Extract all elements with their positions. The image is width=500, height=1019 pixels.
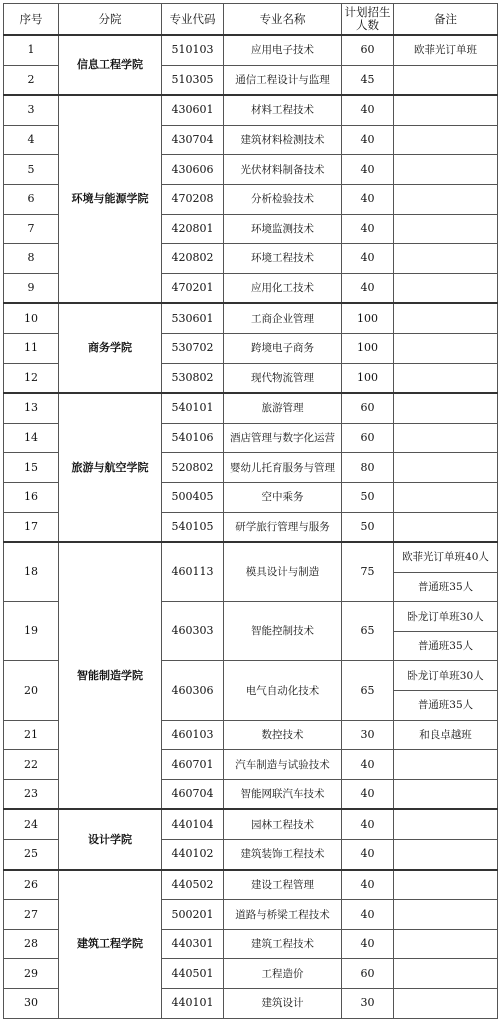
- code-cell: 460113: [162, 542, 224, 602]
- header-name: 专业名称: [224, 4, 342, 36]
- code-cell: 470201: [162, 273, 224, 303]
- index-cell: 13: [4, 393, 59, 423]
- index-cell: 17: [4, 512, 59, 542]
- remark-cell: [394, 273, 498, 303]
- quota-cell: 30: [342, 720, 394, 750]
- code-cell: 440501: [162, 959, 224, 989]
- quota-cell: 60: [342, 423, 394, 453]
- code-cell: 440102: [162, 840, 224, 870]
- quota-cell: 40: [342, 840, 394, 870]
- college-cell: 智能制造学院: [59, 542, 162, 809]
- major-name-cell: 智能网联汽车技术: [224, 779, 342, 809]
- code-cell: 460103: [162, 720, 224, 750]
- code-cell: 470208: [162, 184, 224, 214]
- remark-cell: [394, 214, 498, 244]
- remark-cell: [394, 244, 498, 274]
- major-name-cell: 跨境电子商务: [224, 333, 342, 363]
- remark-cell: [394, 453, 498, 483]
- major-name-cell: 建筑装饰工程技术: [224, 840, 342, 870]
- remark-cell: [394, 512, 498, 542]
- quota-cell: 40: [342, 125, 394, 155]
- code-cell: 510103: [162, 35, 224, 65]
- remark-cell: [394, 333, 498, 363]
- remark-cell: 普通班35人: [394, 631, 498, 661]
- major-name-cell: 工商企业管理: [224, 303, 342, 333]
- table-row: [4, 95, 498, 125]
- index-cell: 3: [4, 95, 59, 125]
- index-cell: 29: [4, 959, 59, 989]
- code-cell: 430704: [162, 125, 224, 155]
- index-cell: 23: [4, 779, 59, 809]
- major-name-cell: 建筑设计: [224, 989, 342, 1019]
- header-remark: 备注: [394, 4, 498, 36]
- code-cell: 440502: [162, 870, 224, 900]
- remark-cell: 普通班35人: [394, 691, 498, 721]
- quota-cell: 50: [342, 482, 394, 512]
- major-name-cell: 婴幼儿托育服务与管理: [224, 453, 342, 483]
- header-code: 专业代码: [162, 4, 224, 36]
- remark-cell: [394, 959, 498, 989]
- code-cell: 540101: [162, 393, 224, 423]
- code-cell: 420801: [162, 214, 224, 244]
- quota-cell: 40: [342, 929, 394, 959]
- header-college: 分院: [59, 4, 162, 36]
- code-cell: 420802: [162, 244, 224, 274]
- table-row: [4, 870, 498, 900]
- college-cell: 信息工程学院: [59, 35, 162, 95]
- code-cell: 530601: [162, 303, 224, 333]
- index-cell: 24: [4, 809, 59, 839]
- header-quota: 计划招生人数: [342, 4, 394, 36]
- index-cell: 6: [4, 184, 59, 214]
- code-cell: 430606: [162, 155, 224, 185]
- major-name-cell: 现代物流管理: [224, 363, 342, 393]
- remark-cell: [394, 95, 498, 125]
- index-cell: 28: [4, 929, 59, 959]
- code-cell: 460306: [162, 661, 224, 720]
- index-cell: 4: [4, 125, 59, 155]
- remark-cell: [394, 393, 498, 423]
- quota-cell: 60: [342, 393, 394, 423]
- code-cell: 530802: [162, 363, 224, 393]
- table-row: [4, 542, 498, 572]
- major-name-cell: 数控技术: [224, 720, 342, 750]
- code-cell: 540106: [162, 423, 224, 453]
- quota-cell: 60: [342, 35, 394, 65]
- major-name-cell: 工程造价: [224, 959, 342, 989]
- code-cell: 520802: [162, 453, 224, 483]
- major-name-cell: 材料工程技术: [224, 95, 342, 125]
- remark-cell: [394, 363, 498, 393]
- quota-cell: 50: [342, 512, 394, 542]
- major-name-cell: 汽车制造与试验技术: [224, 750, 342, 780]
- major-name-cell: 环境监测技术: [224, 214, 342, 244]
- index-cell: 2: [4, 65, 59, 95]
- college-cell: 设计学院: [59, 809, 162, 869]
- remark-cell: [394, 840, 498, 870]
- major-name-cell: 智能控制技术: [224, 602, 342, 661]
- index-cell: 15: [4, 453, 59, 483]
- major-name-cell: 通信工程设计与监理: [224, 65, 342, 95]
- remark-cell: [394, 482, 498, 512]
- header-row: [4, 4, 498, 36]
- quota-cell: 30: [342, 989, 394, 1019]
- code-cell: 440301: [162, 929, 224, 959]
- major-name-cell: 建筑工程技术: [224, 929, 342, 959]
- code-cell: 500201: [162, 900, 224, 930]
- major-name-cell: 建设工程管理: [224, 870, 342, 900]
- index-cell: 22: [4, 750, 59, 780]
- major-name-cell: 电气自动化技术: [224, 661, 342, 720]
- major-name-cell: 空中乘务: [224, 482, 342, 512]
- code-cell: 540105: [162, 512, 224, 542]
- major-name-cell: 模具设计与制造: [224, 542, 342, 602]
- index-cell: 19: [4, 602, 59, 661]
- table-row: [4, 809, 498, 839]
- quota-cell: 100: [342, 303, 394, 333]
- index-cell: 18: [4, 542, 59, 602]
- table-body: [4, 35, 498, 1018]
- major-name-cell: 应用电子技术: [224, 35, 342, 65]
- quota-cell: 45: [342, 65, 394, 95]
- index-cell: 12: [4, 363, 59, 393]
- index-cell: 20: [4, 661, 59, 720]
- quota-cell: 40: [342, 155, 394, 185]
- index-cell: 25: [4, 840, 59, 870]
- table-row: [4, 393, 498, 423]
- header-index: 序号: [4, 4, 59, 36]
- remark-cell: [394, 423, 498, 453]
- remark-cell: 卧龙订单班30人: [394, 602, 498, 632]
- remark-cell: [394, 989, 498, 1019]
- quota-cell: 40: [342, 214, 394, 244]
- index-cell: 30: [4, 989, 59, 1019]
- major-name-cell: 旅游管理: [224, 393, 342, 423]
- index-cell: 8: [4, 244, 59, 274]
- index-cell: 10: [4, 303, 59, 333]
- major-name-cell: 应用化工技术: [224, 273, 342, 303]
- quota-cell: 65: [342, 661, 394, 720]
- index-cell: 27: [4, 900, 59, 930]
- code-cell: 530702: [162, 333, 224, 363]
- major-name-cell: 酒店管理与数字化运营: [224, 423, 342, 453]
- quota-cell: 65: [342, 602, 394, 661]
- enrollment-plan-table: [3, 3, 498, 1019]
- remark-cell: [394, 750, 498, 780]
- quota-cell: 60: [342, 959, 394, 989]
- quota-cell: 40: [342, 95, 394, 125]
- code-cell: 440104: [162, 809, 224, 839]
- index-cell: 5: [4, 155, 59, 185]
- remark-cell: 普通班35人: [394, 572, 498, 602]
- major-name-cell: 园林工程技术: [224, 809, 342, 839]
- index-cell: 7: [4, 214, 59, 244]
- college-cell: 旅游与航空学院: [59, 393, 162, 542]
- table-row: [4, 35, 498, 65]
- major-name-cell: 分析检验技术: [224, 184, 342, 214]
- quota-cell: 40: [342, 900, 394, 930]
- remark-cell: [394, 184, 498, 214]
- quota-cell: 40: [342, 779, 394, 809]
- quota-cell: 75: [342, 542, 394, 602]
- major-name-cell: 研学旅行管理与服务: [224, 512, 342, 542]
- major-name-cell: 环境工程技术: [224, 244, 342, 274]
- remark-cell: [394, 929, 498, 959]
- remark-cell: [394, 125, 498, 155]
- remark-cell: [394, 809, 498, 839]
- quota-cell: 100: [342, 333, 394, 363]
- code-cell: 440101: [162, 989, 224, 1019]
- remark-cell: 欧菲光订单班40人: [394, 542, 498, 572]
- code-cell: 460303: [162, 602, 224, 661]
- remark-cell: [394, 870, 498, 900]
- table-row: [4, 303, 498, 333]
- college-cell: 商务学院: [59, 303, 162, 393]
- index-cell: 11: [4, 333, 59, 363]
- remark-cell: [394, 779, 498, 809]
- college-cell: 建筑工程学院: [59, 870, 162, 1018]
- code-cell: 460701: [162, 750, 224, 780]
- code-cell: 430601: [162, 95, 224, 125]
- index-cell: 16: [4, 482, 59, 512]
- quota-cell: 40: [342, 870, 394, 900]
- remark-cell: [394, 900, 498, 930]
- quota-cell: 40: [342, 244, 394, 274]
- code-cell: 510305: [162, 65, 224, 95]
- remark-cell: 和良卓越班: [394, 720, 498, 750]
- remark-cell: [394, 65, 498, 95]
- quota-cell: 40: [342, 184, 394, 214]
- code-cell: 460704: [162, 779, 224, 809]
- quota-cell: 100: [342, 363, 394, 393]
- remark-cell: 卧龙订单班30人: [394, 661, 498, 691]
- quota-cell: 40: [342, 750, 394, 780]
- remark-cell: [394, 155, 498, 185]
- code-cell: 500405: [162, 482, 224, 512]
- index-cell: 14: [4, 423, 59, 453]
- index-cell: 26: [4, 870, 59, 900]
- index-cell: 9: [4, 273, 59, 303]
- quota-cell: 40: [342, 273, 394, 303]
- index-cell: 21: [4, 720, 59, 750]
- remark-cell: [394, 303, 498, 333]
- quota-cell: 80: [342, 453, 394, 483]
- remark-cell: 欧菲光订单班: [394, 35, 498, 65]
- major-name-cell: 道路与桥梁工程技术: [224, 900, 342, 930]
- quota-cell: 40: [342, 809, 394, 839]
- college-cell: 环境与能源学院: [59, 95, 162, 303]
- major-name-cell: 建筑材料检测技术: [224, 125, 342, 155]
- index-cell: 1: [4, 35, 59, 65]
- major-name-cell: 光伏材料制备技术: [224, 155, 342, 185]
